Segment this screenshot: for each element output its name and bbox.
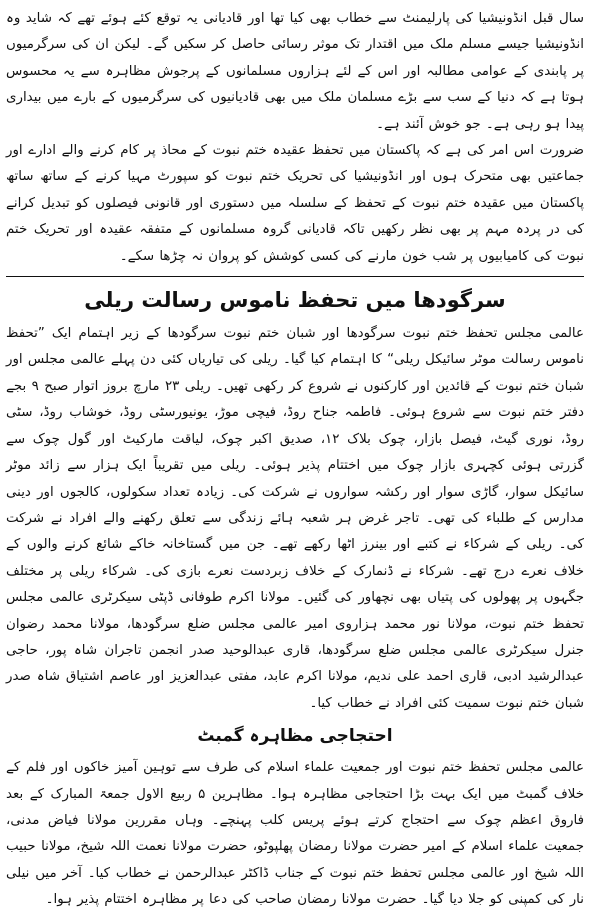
rally-heading: سرگودھا میں تحفظ ناموس رسالت ریلی [84,288,506,313]
intro-section [6,6,584,270]
intro-paragraph-1: سال قبل انڈونیشیا کی پارلیمنٹ سے خطاب بھی کیا تھا اور قادیانی یہ توقع کئے ہوئے تھے کہ شاید وہ انڈونیشیا جیسے مسلم ملک میں اقتدار تک موثر رسائی حاصل کر سکیں گے۔ لیکن ان کی سرگرمیوں پر پابندی کے عوامی مطالبہ اور اس کے لئے ہزاروں مسلمانوں کے پرجوش مظاہرہ سے یہ محسوس ہوتا ہے کہ دنیا کے سب سے بڑے مسلمان ملک میں بھی قادیانیوں کی سرگرمیوں کے بارے میں بیداری پیدا ہو رہی ہے۔ جو خوش آئند ہے۔ [6,11,584,132]
protest-paragraph: عالمی مجلس تحفظ ختم نبوت اور جمعیت علماء اسلام کی طرف سے توہین آمیز خاکوں اور فلم کے خلاف گمبٹ میں ایک بہت بڑا احتجاجی مظاہرہ ہوا۔ مظاہرین ۵ ربیع الاول جمعۃ المبارک کے بعد فاروق اعظم چوک سے احتجاج کرتے ہوئے پریس کلب پہنچے۔ وہاں مقررین مولانا فیاض مدنی، جمعیت علماء اسلام کے امیر حضرت مولانا رمضان پھلپوٹو، حضرت مولانا نعمت اللہ شیخ، مولانا حبیب اللہ شیخ اور عالمی مجلس تحفظ ختم نبوت کے جناب ڈاکٹر عبدالرحمن نے خطاب کیا۔ آخر میں نیلی نار کی کمپنی کو جلا دیا گیا۔ حضرت مولانا رمضان صاحب کی دعا پر مظاہرہ اختتام پذیر ہوا۔ [6,760,584,908]
rally-section [6,285,584,717]
protest-heading: احتجاجی مظاہرہ گمبٹ [197,726,393,747]
rally-paragraph: عالمی مجلس تحفظ ختم نبوت سرگودھا اور شبان ختم نبوت سرگودھا کے زیر اہتمام ایک ”تحفظ ناموس رسالت موٹر سائیکل ریلی“ کا اہتمام کیا گیا۔ ریلی کی تیاریاں کئی دن پہلے عالمی مجلس اور شبان ختم نبوت کے قائدین اور کارکنوں نے شروع کر رکھی تھیں۔ ریلی ۲۳ مارچ بروز اتوار صبح ۹ بجے دفتر ختم نبوت سے شروع ہوئی۔ فاطمہ جناح روڈ، فیچی موڑ، یونیورسٹی روڈ، خوشاب روڈ، سٹی روڈ، نوری گیٹ، فیصل بازار، چوک بلاک ۱۲، صدیق اکبر چوک، لیاقت مارکیٹ اور گول چوک سے گزرتی ہوئی کچہری بازار چوک میں اختتام پذیر ہوئی۔ ریلی میں تقریباً ایک ہزار سے زائد موٹر سائیکل سوار، گاڑی سوار اور رکشہ سواروں نے شرکت کی۔ زیادہ تعداد سکولوں، کالجوں اور دینی مدارس کے طلباء کی تھی۔ تاجر غرض ہر شعبہ ہائے زندگی سے تعلق رکھنے والے افراد نے شرکت کی۔ ریلی کے شرکاء نے کتبے اور بینرز اٹھا رکھے تھے۔ جن میں گستاخانہ خاکے شائع کرنے والوں کے خلاف نعرے درج تھے۔ شرکاء نے ڈنمارک کے خلاف زبردست نعرے بازی کی۔ شرکاء ریلی پر مختلف جگہوں پر پھولوں کی پتیاں بھی نچھاور کی گئیں۔ مولانا اکرم طوفانی ڈپٹی سیکرٹری عالمی مجلس تحفظ ختم نبوت، مولانا نور محمد ہزاروی امیر عالمی مجلس ضلع سرگودھا، مولانا محمد رضوان جنرل سیکرٹری عالمی مجلس ضلع سرگودھا، قاری عبدالوحید صدر انجمن تاجران شاہ پور، حاجی عبدالرشید ادبی، قاری احمد علی ندیم، مولانا اکرم عابد، مفتی عبدالعزیز اور عاصم اشتیاق شاہ صدر شبان ختم نبوت سمیت کئی افراد نے خطاب کیا۔ [6,326,585,711]
protest-section [6,723,584,913]
intro-paragraph-2: ضرورت اس امر کی ہے کہ پاکستان میں تحفظ عقیدہ ختم نبوت کے محاذ پر کام کرنے والے ادارے اور جماعتیں بھی متحرک ہوں اور انڈونیشیا کی تحریک ختم نبوت کو سپورٹ مہیا کرنے کے ساتھ ساتھ پاکستان میں عقیدہ ختم نبوت کے تحفظ کے سلسلہ میں دستوری اور قانونی فیصلوں کو تبدیل کرانے کی در پردہ مہم پر بھی نظر رکھیں تاکہ قادیانی گروہ مسلمانوں کے متفقہ عقیدہ اور تحریک ختم نبوت کی کامیابیوں پر شب خون مارنے کی کسی کوشش کو پروان نہ چڑھا سکے۔ [6,143,584,264]
article-page [6,6,585,908]
section-divider [6,276,584,277]
